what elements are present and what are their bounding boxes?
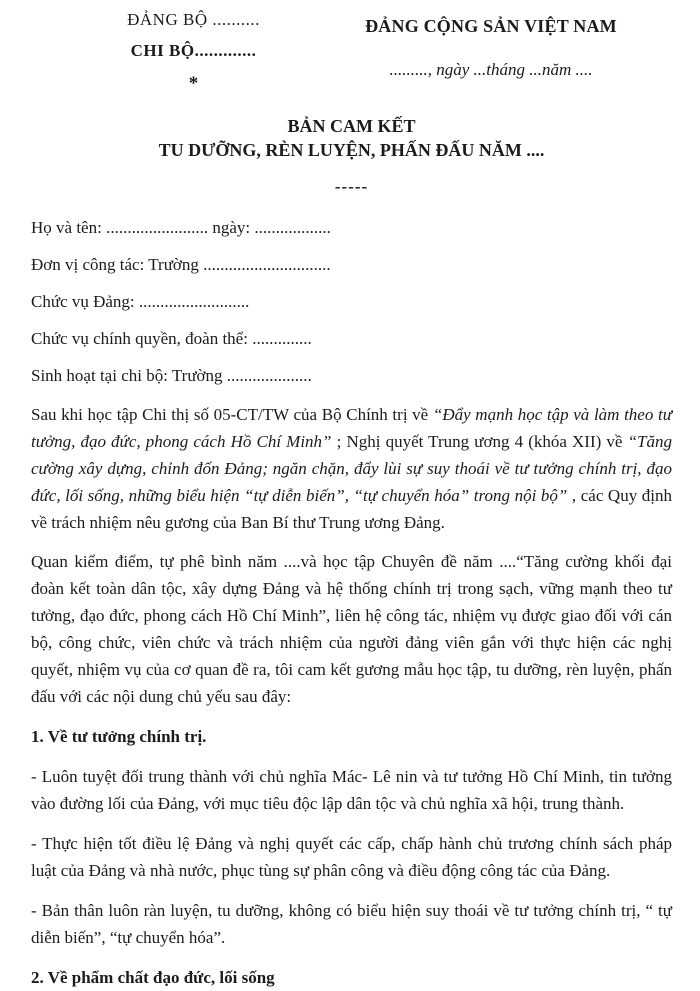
field-work-unit-line: Đơn vị công tác: Trường .............................. <box>31 255 331 274</box>
title-block <box>31 114 672 197</box>
section-1-item-2: - Thực hiện tốt điều lệ Đảng và nghị quyết các cấp, chấp hành chủ trương chính sách pháp luật của Đảng và nhà nước, phục tùng sự phân công và điều động công tác của Đảng. <box>31 834 672 880</box>
text-segment: “Tăng cường xây dựng, chỉnh đốn Đảng; ngăn chặn, đẩy lùi sự suy thoái về tư tưởng chính trị, đạo đức, lối sống, những biểu hiện “tự diễn biến”, “tự chuyển hóa” trong nội bộ” <box>31 432 672 505</box>
document-subtitle: TU DƯỠNG, RÈN LUYỆN, PHẤN ĐẤU NĂM .... <box>158 140 545 160</box>
place-date-line: ........., ngày ...tháng ...năm .... <box>389 60 593 79</box>
personal-info-fields <box>31 214 672 389</box>
text-segment: ; Nghị quyết Trung ương 4 (khóa XII) về <box>331 432 628 451</box>
section-1-item-1: - Luôn tuyệt đối trung thành với chủ nghĩa Mác- Lê nin và tư tưởng Hồ Chí Minh, tin tưởng vào đường lối của Đảng, với mục tiêu độc lập dân tộc và chủ nghĩa xã hội, trung thành. <box>31 767 672 813</box>
title-dash-separator: ----- <box>334 177 369 196</box>
section-1-heading: 1. Về tư tưởng chính trị. <box>31 727 207 746</box>
field-party-cell-line: Sinh hoạt tại chi bộ: Trường .................... <box>31 366 312 385</box>
star-separator: * <box>188 73 199 94</box>
intro-paragraph-1 <box>31 401 672 536</box>
field-fullname-line: Họ và tên: ........................ ngày: .................. <box>31 218 331 237</box>
section-2-heading: 2. Về phẩm chất đạo đức, lối sống <box>31 968 275 987</box>
document-title: BẢN CAM KẾT <box>287 116 416 136</box>
field-party-position-line: Chức vụ Đảng: .......................... <box>31 292 250 311</box>
text-segment: , các Quy định về trách nhiệm nêu gương của Ban Bí thư Trung ương Đảng. <box>31 486 673 532</box>
text-segment: Quan kiểm điểm, tự phê bình năm ....và học tập Chuyên đề năm ....“Tăng cường khối đại đoàn kết toàn dân tộc, xây dựng Đảng và hệ thống chính trị trong sạch, vững mạnh theo tư tưởng, đạo đức, phong cách Hồ Chí Minh”, liên hệ công tác, nhiệm vụ được giao đối với cán bộ, công chức, viên chức và trách nhiệm của người đảng viên gắn với thực hiện các nghị quyết, nhiệm vụ của cơ quan đề ra, tôi cam kết gương mẫu học tập, tu dưỡng, rèn luyện, phấn đấu với các nội dung chủ yếu sau đây: <box>31 552 672 706</box>
national-party-name: ĐẢNG CỘNG SẢN VIỆT NAM <box>365 16 617 36</box>
party-chapter-line: CHI BỘ............. <box>130 41 257 60</box>
party-committee-line: ĐẢNG BỘ .......... <box>127 10 260 29</box>
field-government-position-line: Chức vụ chính quyền, đoàn thể: .............. <box>31 329 312 348</box>
section-1-item-3: - Bản thân luôn ràn luyện, tu dưỡng, không có biểu hiện suy thoái về tư tưởng chính trị, “ tự diễn biến”, “tự chuyển hóa”. <box>31 901 672 947</box>
text-segment: Sau khi học tập Chi thị số 05-CT/TW của Bộ Chính trị về <box>31 405 433 424</box>
document-header <box>31 0 672 100</box>
text-segment: “Đẩy mạnh học tập và làm theo tư tưởng, đạo đức, phong cách Hồ Chí Minh” <box>31 405 672 451</box>
intro-paragraph-2 <box>31 548 672 710</box>
